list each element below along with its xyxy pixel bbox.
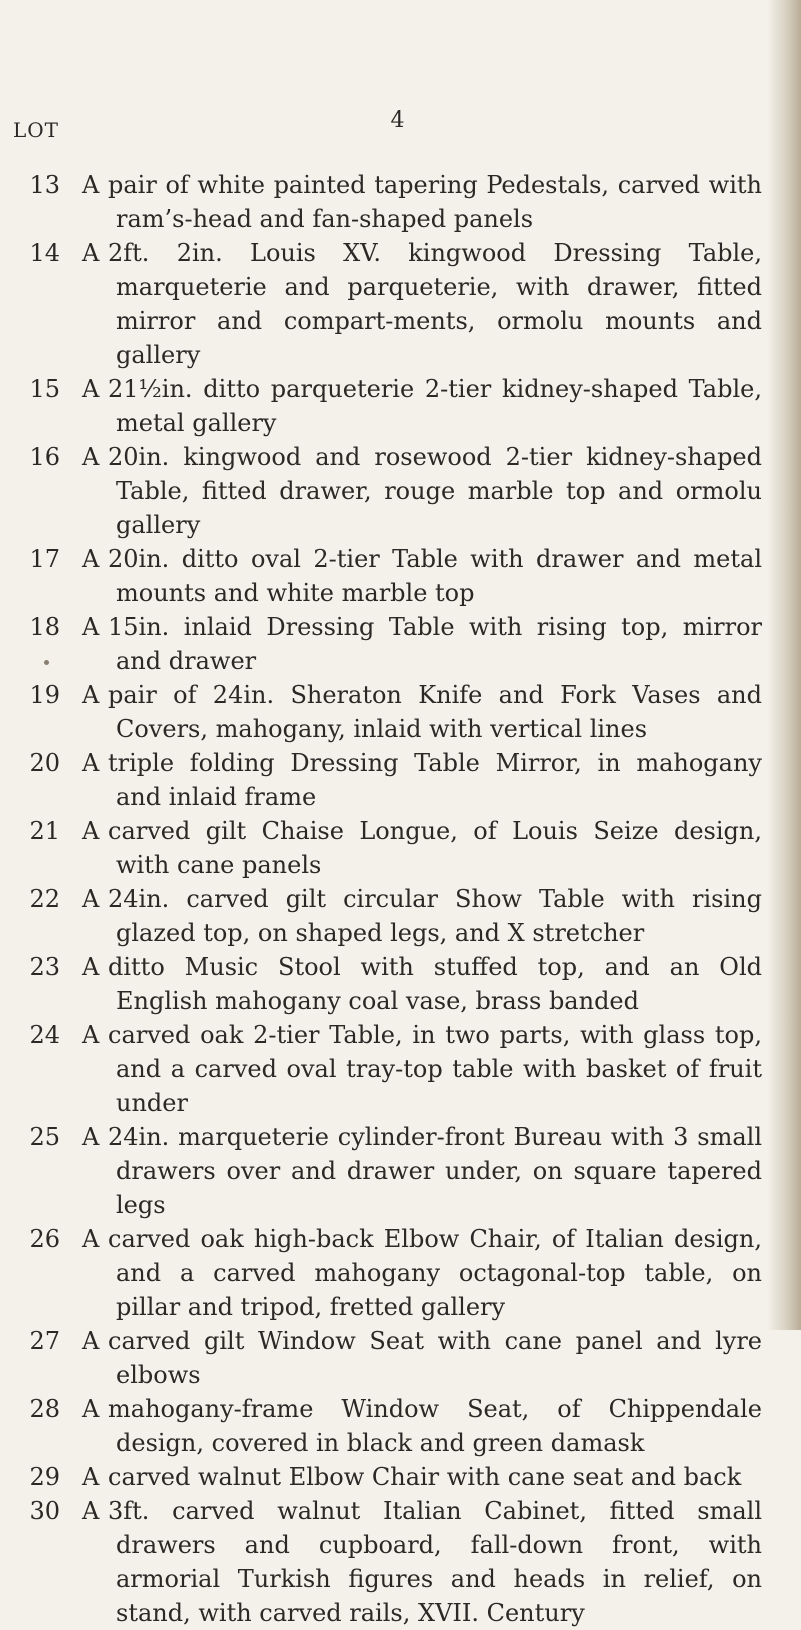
lot-description: pair of white painted tapering Pedestals, carved with ram’s-head and fan-shaped panels bbox=[108, 171, 762, 233]
page-number: 4 bbox=[390, 108, 406, 133]
lot-description: 20in. kingwood and rosewood 2-tier kidney-shaped Table, fitted drawer, rouge marble top and ormolu gallery bbox=[108, 443, 762, 539]
lot-entry bbox=[0, 1324, 780, 1392]
lot-description: 20in. ditto oval 2-tier Table with drawer and metal mounts and white marble top bbox=[108, 545, 762, 607]
lot-article: A bbox=[82, 953, 100, 981]
lot-number: 28 bbox=[29, 1395, 60, 1423]
lot-article: A bbox=[82, 375, 100, 403]
lot-number: 16 bbox=[29, 443, 60, 471]
lot-article: A bbox=[82, 613, 100, 641]
lot-number: 22 bbox=[29, 885, 60, 913]
lot-description: triple folding Dressing Table Mirror, in mahogany and inlaid frame bbox=[108, 749, 762, 811]
lot-number: 18 bbox=[29, 613, 60, 641]
lot-number: 17 bbox=[29, 545, 60, 573]
lot-entry bbox=[0, 950, 780, 1018]
lot-description: carved oak 2-tier Table, in two parts, with glass top, and a carved oval tray-top table with basket of fruit under bbox=[108, 1021, 762, 1117]
lot-entry bbox=[0, 746, 780, 814]
lot-article: A bbox=[82, 545, 100, 573]
lot-number: 14 bbox=[29, 239, 60, 267]
lot-article: A bbox=[82, 1395, 100, 1423]
lot-description: 15in. inlaid Dressing Table with rising top, mirror and drawer bbox=[108, 613, 762, 675]
lot-number: 24 bbox=[29, 1021, 60, 1049]
lot-description: 24in. marqueterie cylinder-front Bureau with 3 small drawers over and drawer under, on square tapered legs bbox=[108, 1123, 762, 1219]
lot-description: 24in. carved gilt circular Show Table with rising glazed top, on shaped legs, and X stretcher bbox=[108, 885, 762, 947]
lot-article: A bbox=[82, 1021, 100, 1049]
lot-description: 3ft. carved walnut Italian Cabinet, fitted small drawers and cupboard, fall-down front, with armorial Turkish figures and heads in relief, on stand, with carved rails, XVII. Century bbox=[108, 1497, 762, 1627]
lot-number: 15 bbox=[29, 375, 60, 403]
lot-article: A bbox=[82, 443, 100, 471]
lot-entry bbox=[0, 610, 780, 678]
lot-number: 27 bbox=[29, 1327, 60, 1355]
lot-number: 26 bbox=[29, 1225, 60, 1253]
lot-description: mahogany-frame Window Seat, of Chippendale design, covered in black and green damask bbox=[108, 1395, 762, 1457]
lot-entry bbox=[0, 1460, 780, 1494]
page-edge-shadow bbox=[767, 0, 801, 1330]
lot-article: A bbox=[82, 171, 100, 199]
lot-entry bbox=[0, 236, 780, 372]
lot-number: 19 bbox=[29, 681, 60, 709]
lot-article: A bbox=[82, 681, 100, 709]
lot-description: 2ft. 2in. Louis XV. kingwood Dressing Table, marqueterie and parqueterie, with drawer, fitted mirror and compart-ments, ormolu mounts and gallery bbox=[108, 239, 762, 369]
lot-number: 30 bbox=[29, 1497, 60, 1525]
lot-entry bbox=[0, 882, 780, 950]
lot-description: carved oak high-back Elbow Chair, of Italian design, and a carved mahogany octagonal-top table, on pillar and tripod, fretted gallery bbox=[108, 1225, 762, 1321]
lot-entry bbox=[0, 678, 780, 746]
lot-number: 23 bbox=[29, 953, 60, 981]
paper-speck bbox=[44, 660, 49, 665]
lot-number: 21 bbox=[29, 817, 60, 845]
lot-article: A bbox=[82, 749, 100, 777]
lot-description: pair of 24in. Sheraton Knife and Fork Vases and Covers, mahogany, inlaid with vertical lines bbox=[108, 681, 762, 743]
lot-description: carved gilt Chaise Longue, of Louis Seize design, with cane panels bbox=[108, 817, 762, 879]
lot-entry bbox=[0, 1494, 780, 1630]
lot-description: 21½in. ditto parqueterie 2-tier kidney-shaped Table, metal gallery bbox=[108, 375, 762, 437]
lot-number: 25 bbox=[29, 1123, 60, 1151]
lot-article: A bbox=[82, 1463, 100, 1491]
lot-column-heading: LOT bbox=[13, 118, 60, 142]
lot-entry bbox=[0, 542, 780, 610]
lot-entry bbox=[0, 1222, 780, 1324]
lot-article: A bbox=[82, 1497, 100, 1525]
lot-article: A bbox=[82, 1225, 100, 1253]
lot-article: A bbox=[82, 239, 100, 267]
lot-entry bbox=[0, 168, 780, 236]
lot-article: A bbox=[82, 817, 100, 845]
lot-description: carved walnut Elbow Chair with cane seat and back bbox=[108, 1463, 742, 1491]
lot-article: A bbox=[82, 1123, 100, 1151]
lot-number: 13 bbox=[29, 171, 60, 199]
lot-list bbox=[0, 168, 780, 1630]
lot-entry bbox=[0, 372, 780, 440]
lot-article: A bbox=[82, 1327, 100, 1355]
lot-entry bbox=[0, 814, 780, 882]
lot-description: carved gilt Window Seat with cane panel and lyre elbows bbox=[108, 1327, 762, 1389]
lot-article: A bbox=[82, 885, 100, 913]
lot-entry bbox=[0, 1018, 780, 1120]
lot-number: 29 bbox=[29, 1463, 60, 1491]
lot-entry bbox=[0, 1120, 780, 1222]
lot-number: 20 bbox=[29, 749, 60, 777]
lot-description: ditto Music Stool with stuffed top, and an Old English mahogany coal vase, brass banded bbox=[108, 953, 762, 1015]
lot-entry bbox=[0, 440, 780, 542]
lot-entry bbox=[0, 1392, 780, 1460]
